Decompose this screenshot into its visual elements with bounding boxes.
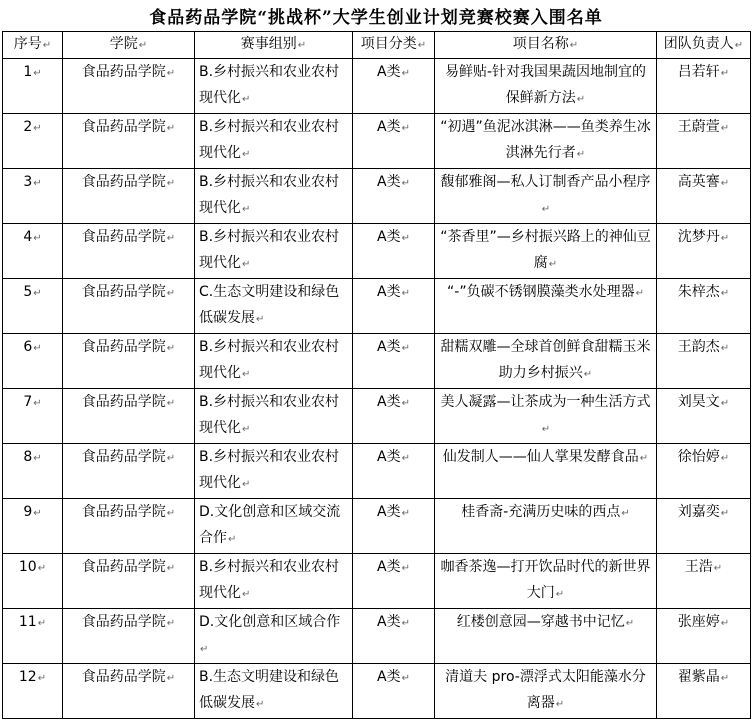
row-college: 食品药品学院↵ [63, 389, 195, 444]
table-row [3, 444, 751, 499]
row-category: A类↵ [353, 444, 435, 499]
row-project: 美人凝露—让茶成为一种生活方式↵ [435, 389, 657, 444]
row-category: A类↵ [353, 334, 435, 389]
row-project: 甜糯双雕—全球首创鲜食甜糯玉米助力乡村振兴↵ [435, 334, 657, 389]
row-category: A类↵ [353, 554, 435, 609]
row-project: 清道夫 pro-漂浮式太阳能藻水分离器↵ [435, 664, 657, 719]
table-row [3, 499, 751, 554]
row-category: A类↵ [353, 169, 435, 224]
row-leader: 沈梦丹↵ [657, 224, 751, 279]
row-group: B.乡村振兴和农业农村现代化↵ [195, 334, 353, 389]
table-row [3, 334, 751, 389]
row-group: B.乡村振兴和农业农村现代化↵ [195, 389, 353, 444]
row-project: 桂香斋-充满历史味的西点↵ [435, 499, 657, 554]
row-no: 7↵ [3, 389, 63, 444]
row-college: 食品药品学院↵ [63, 664, 195, 719]
table-row [3, 664, 751, 719]
row-leader: 翟紫晶↵ [657, 664, 751, 719]
row-category: A类↵ [353, 59, 435, 114]
row-no: 3↵ [3, 169, 63, 224]
row-group: B.乡村振兴和农业农村现代化↵ [195, 224, 353, 279]
header-college: 学院↵ [63, 32, 195, 59]
row-category: A类↵ [353, 664, 435, 719]
row-no: 2↵ [3, 114, 63, 169]
shortlist-table [2, 31, 751, 719]
row-leader: 徐怡婷↵ [657, 444, 751, 499]
header-category: 项目分类↵ [353, 32, 435, 59]
row-no: 10↵ [3, 554, 63, 609]
row-project: 馥郁雅阁—私人订制香产品小程序↵ [435, 169, 657, 224]
row-group: B.乡村振兴和农业农村现代化↵ [195, 554, 353, 609]
table-row [3, 389, 751, 444]
row-group: D.文化创意和区域合作↵ [195, 609, 353, 664]
row-category: A类↵ [353, 389, 435, 444]
row-group: B.乡村振兴和农业农村现代化↵ [195, 59, 353, 114]
table-row [3, 59, 751, 114]
row-group: B.生态文明建设和绿色低碳发展↵ [195, 664, 353, 719]
row-college: 食品药品学院↵ [63, 499, 195, 554]
table-row [3, 554, 751, 609]
row-category: A类↵ [353, 224, 435, 279]
row-leader: 王韵杰↵ [657, 334, 751, 389]
row-group: B.乡村振兴和农业农村现代化↵ [195, 114, 353, 169]
row-project: “-”负碳不锈钢膜藻类水处理器↵ [435, 279, 657, 334]
row-leader: 刘昊文↵ [657, 389, 751, 444]
table-row [3, 169, 751, 224]
row-no: 6↵ [3, 334, 63, 389]
row-no: 12↵ [3, 664, 63, 719]
row-leader: 王蔚萱↵ [657, 114, 751, 169]
row-college: 食品药品学院↵ [63, 334, 195, 389]
row-college: 食品药品学院↵ [63, 444, 195, 499]
row-project: 仙发制人——仙人掌果发酵食品↵ [435, 444, 657, 499]
row-no: 8↵ [3, 444, 63, 499]
row-project: “初遇”鱼泥冰淇淋——鱼类养生冰淇淋先行者↵ [435, 114, 657, 169]
row-leader: 高英謇↵ [657, 169, 751, 224]
row-college: 食品药品学院↵ [63, 279, 195, 334]
row-leader: 刘嘉奕↵ [657, 499, 751, 554]
page-title: 食品药品学院“挑战杯”大学生创业计划竞赛校赛入围名单 [149, 8, 603, 28]
header-leader: 团队负责人↵ [657, 32, 751, 59]
row-leader: 张座婷↵ [657, 609, 751, 664]
row-project: “茶香里”—乡村振兴路上的神仙豆腐↵ [435, 224, 657, 279]
row-leader: 王浩↵ [657, 554, 751, 609]
table-row [3, 224, 751, 279]
header-row [3, 32, 751, 59]
header-no: 序号↵ [3, 32, 63, 59]
row-project: 红楼创意园—穿越书中记忆↵ [435, 609, 657, 664]
row-category: A类↵ [353, 114, 435, 169]
row-college: 食品药品学院↵ [63, 114, 195, 169]
row-college: 食品药品学院↵ [63, 554, 195, 609]
row-group: B.乡村振兴和农业农村现代化↵ [195, 169, 353, 224]
header-project: 项目名称↵ [435, 32, 657, 59]
table-row [3, 609, 751, 664]
row-group: B.乡村振兴和农业农村现代化↵ [195, 444, 353, 499]
row-college: 食品药品学院↵ [63, 59, 195, 114]
row-no: 4↵ [3, 224, 63, 279]
table-row [3, 114, 751, 169]
row-group: D.文化创意和区域交流合作↵ [195, 499, 353, 554]
row-no: 9↵ [3, 499, 63, 554]
row-category: A类↵ [353, 609, 435, 664]
row-group: C.生态文明建设和绿色低碳发展↵ [195, 279, 353, 334]
row-no: 1↵ [3, 59, 63, 114]
header-group: 赛事组别↵ [195, 32, 353, 59]
row-leader: 吕若轩↵ [657, 59, 751, 114]
row-project: 易鲜贴-针对我国果蔬因地制宜的保鲜新方法↵ [435, 59, 657, 114]
row-category: A类↵ [353, 279, 435, 334]
row-project: 咖香茶逸—打开饮品时代的新世界大门↵ [435, 554, 657, 609]
row-no: 11↵ [3, 609, 63, 664]
row-college: 食品药品学院↵ [63, 609, 195, 664]
row-college: 食品药品学院↵ [63, 224, 195, 279]
row-college: 食品药品学院↵ [63, 169, 195, 224]
table-row [3, 279, 751, 334]
row-leader: 朱梓杰↵ [657, 279, 751, 334]
row-no: 5↵ [3, 279, 63, 334]
row-category: A类↵ [353, 499, 435, 554]
